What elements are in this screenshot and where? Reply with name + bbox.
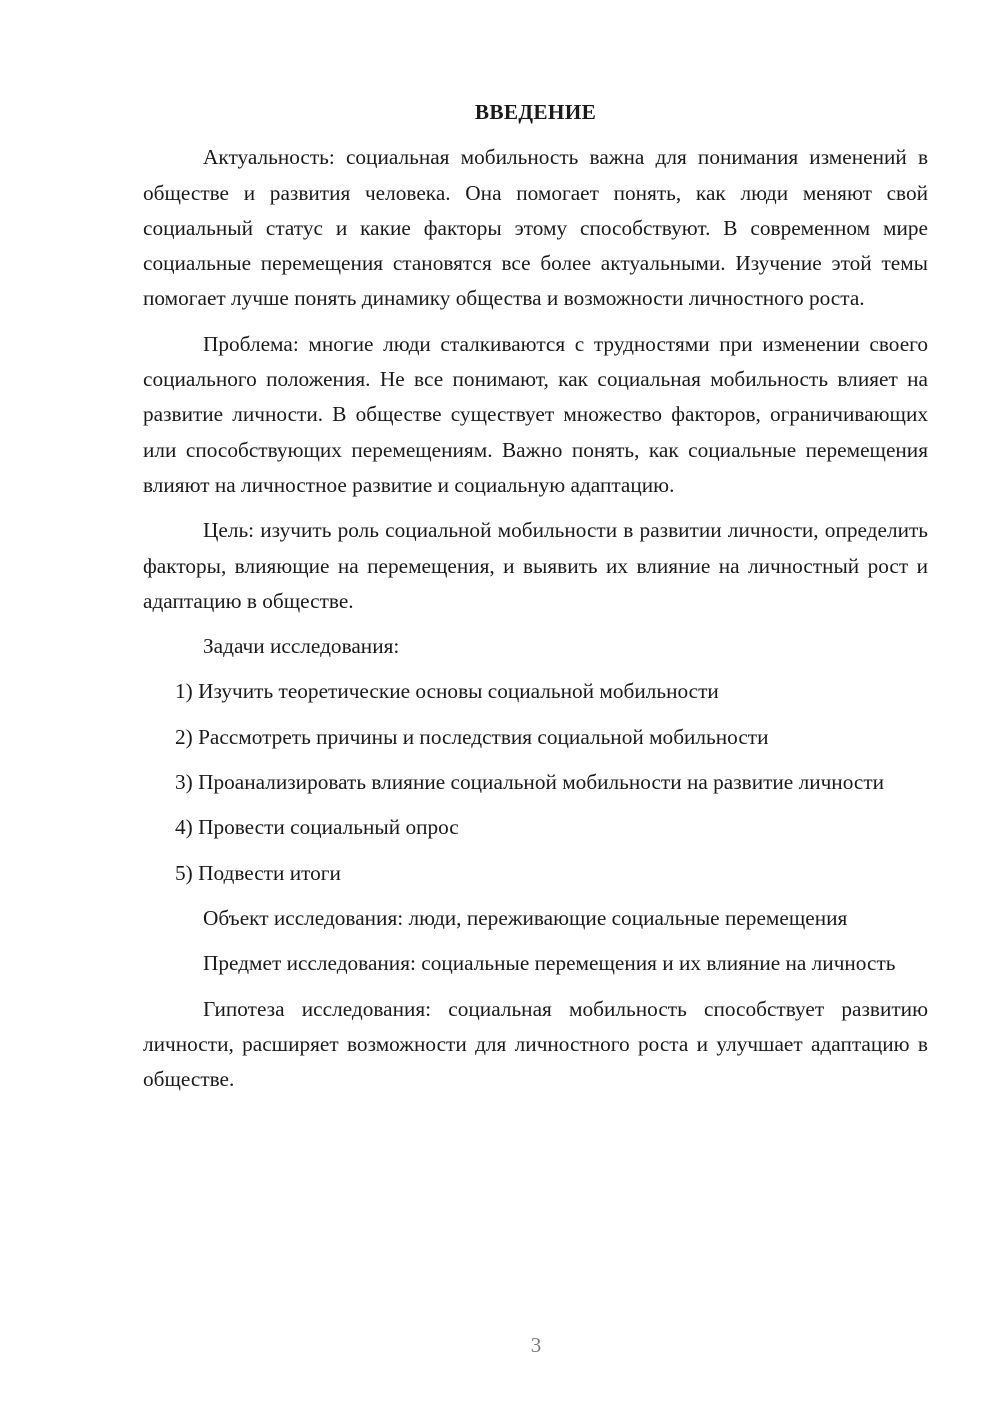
task-item-5: 5) Подвести итоги <box>175 860 341 885</box>
tasks-heading: Задачи исследования: <box>203 634 400 659</box>
paragraph-object: Объект исследования: люди, переживающие социальные перемещения <box>203 905 848 930</box>
page-number: 3 <box>530 1333 542 1357</box>
paragraph-hypothesis: Гипотеза исследования: социальная мобильность способствует развитию личности, расширяет возможности для личностного роста и улучшает адаптацию в обществе. <box>143 996 928 1092</box>
paragraph-subject: Предмет исследования: социальные перемещения и их влияние на личность <box>203 951 896 976</box>
task-item-4: 4) Провести социальный опрос <box>175 815 459 840</box>
task-item-1: 1) Изучить теоретические основы социальной мобильности <box>175 679 719 704</box>
paragraph-goal: Цель: изучить роль социальной мобильности в развитии личности, определить факторы, влияющие на перемещения, и выявить их влияние на личностный рост и адаптацию в обществе. <box>143 518 928 613</box>
task-item-3: 3) Проанализировать влияние социальной мобильности на развитие личности <box>175 770 885 795</box>
task-item-2: 2) Рассмотреть причины и последствия социальной мобильности <box>175 724 769 749</box>
paragraph-problem: Проблема: многие люди сталкиваются с трудностями при изменении своего социального положения. Не все понимают, как социальная мобильность влияет на развитие личности. В обществе существует множество факторов, ограничивающих или способствующих перемещениям. Важно понять, как социальные перемещения влияют на личностное развитие и социальную адаптацию. <box>143 331 928 497</box>
document-page <box>143 95 928 1107</box>
section-title: ВВЕДЕНИЕ <box>474 100 597 124</box>
paragraph-relevance: Актуальность: социальная мобильность важна для понимания изменений в обществе и развития человека. Она помогает понять, как люди меняют свой социальный статус и какие факторы этому способствуют. В современном мире социальные перемещения становятся все более актуальными. Изучение этой темы помогает лучше понять динамику общества и возможности личностного роста. <box>143 145 928 311</box>
